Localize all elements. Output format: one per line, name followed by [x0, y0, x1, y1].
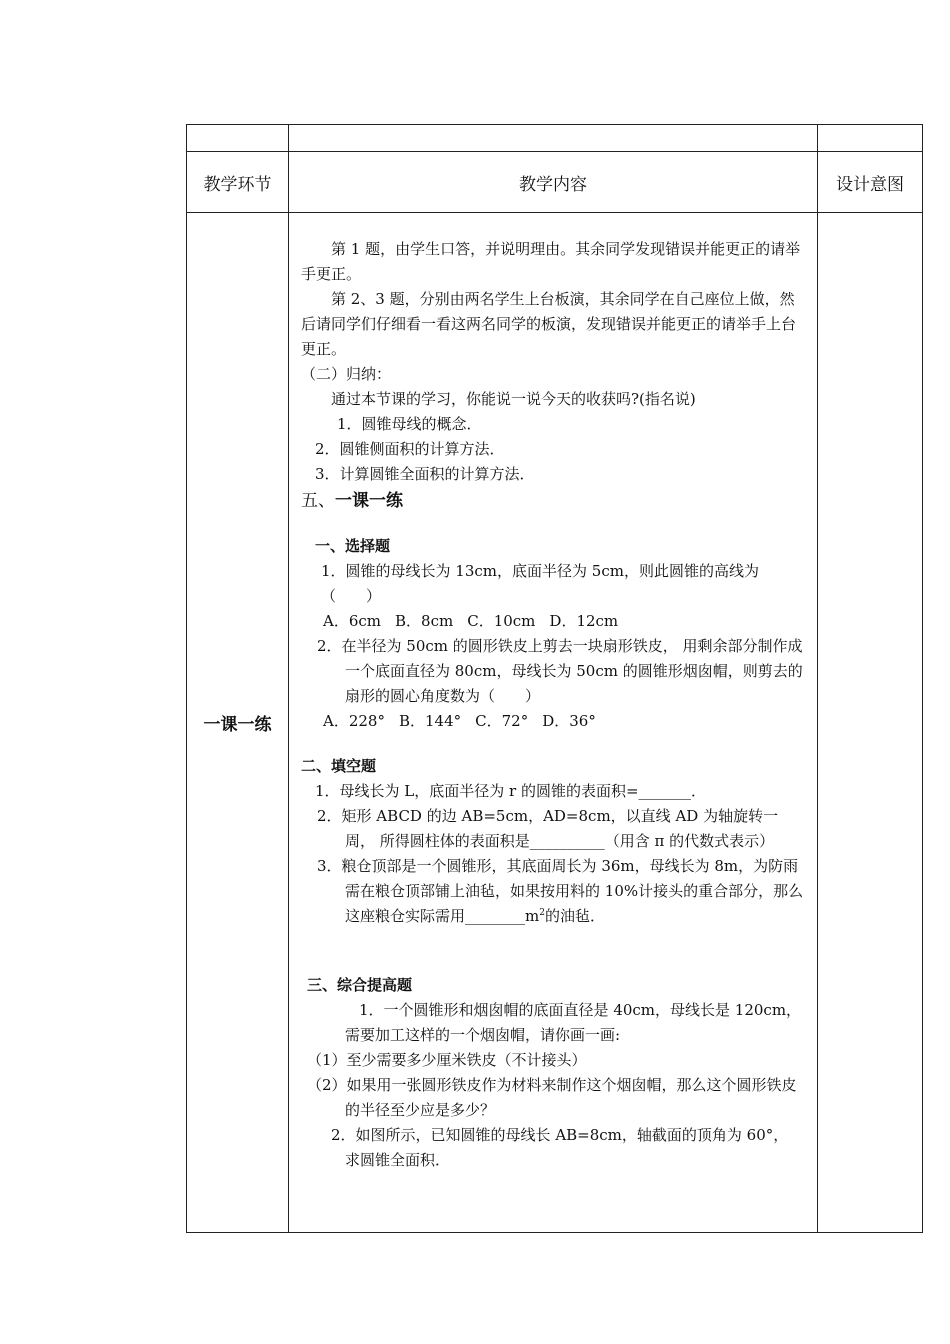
comprehensive-heading: 三、综合提高题	[307, 976, 413, 994]
choice-options-1	[301, 609, 807, 634]
intro-paragraph-1: 第 1 题，由学生口答，并说明理由。其余同学发现错误并能更正的请举手更正。	[301, 240, 801, 283]
summary-item: 1．圆锥母线的概念．	[337, 415, 482, 433]
option: C．72°	[475, 712, 529, 730]
intro-paragraph-2: 第 2、3 题，分别由两名学生上台板演，其余同学在自己座位上做，然后请同学们仔细看一看这两名同学的板演，发现错误并能更正的请举手上台更正。	[301, 290, 797, 358]
header-intent: 设计意图	[818, 152, 923, 213]
header-stage: 教学环节	[187, 152, 289, 213]
lesson-plan-table	[186, 124, 923, 1233]
blank-cell	[289, 125, 818, 152]
intent-cell	[818, 213, 923, 1233]
header-row	[187, 152, 923, 213]
blank-top-row	[187, 125, 923, 152]
content-cell	[289, 213, 818, 1233]
fill-question-2: 2．矩形 ABCD 的边 AB=5cm，AD=8cm，以直线 AD 为轴旋转一周， 所得圆柱体的表面积是__________（用含 π 的代数式表示）	[317, 807, 779, 850]
summary-title: （二）归纳：	[301, 365, 392, 383]
comprehensive-question-1a: （1）至少需要多少厘米铁皮（不计接头）	[307, 1051, 587, 1069]
section-five-name: 一课一练	[335, 491, 403, 511]
fill-question-1: 1．母线长为 L，底面半径为 r 的圆锥的表面积=_______．	[315, 782, 707, 800]
summary-item: 2．圆锥侧面积的计算方法．	[315, 440, 505, 458]
option: A．6cm	[323, 612, 382, 630]
lesson-row	[187, 213, 923, 1233]
comprehensive-question-1b: （2）如果用一张圆形铁皮作为材料来制作这个烟囱帽，那么这个圆形铁皮的半径至少应是多少？	[307, 1076, 797, 1119]
summary-item: 3．计算圆锥全面积的计算方法．	[315, 465, 535, 483]
comprehensive-question-1: 1．一个圆锥形和烟囱帽的底面直径是 40cm，母线长是 120cm， 需要加工这样的一个烟囱帽，请你画一画:	[345, 1001, 802, 1044]
option: D．36°	[542, 712, 596, 730]
option: C．10cm	[467, 612, 536, 630]
option: A．228°	[323, 712, 385, 730]
stage-label: 一课一练	[187, 213, 289, 1233]
choice-options-2	[301, 709, 807, 734]
fill-heading: 二、填空题	[301, 757, 377, 775]
choice-heading: 一、选择题	[315, 537, 391, 555]
option: B．144°	[398, 712, 462, 730]
summary-question: 通过本节课的学习，你能说一说今天的收获吗?(指名说)	[331, 390, 696, 408]
blank-cell	[187, 125, 289, 152]
superscript: 2	[539, 908, 545, 918]
option: D．12cm	[549, 612, 619, 630]
section-five-prefix: 五、	[301, 491, 335, 511]
option: B．8cm	[395, 612, 454, 630]
comprehensive-question-2: 2．如图所示，已知圆锥的母线长 AB=8cm，轴截面的顶角为 60°， 求圆锥全面积．	[331, 1126, 789, 1169]
fill-question-3-tail: 的油毡．	[544, 907, 605, 925]
fill-question-3-text: 3．粮仓顶部是一个圆锥形，其底面周长为 36m，母线长为 8m，为防雨需在粮仓顶部铺上油毡，如果按用料的 10%计接头的重合部分，那么这座粮仓实际需用________m	[317, 857, 804, 925]
header-content: 教学内容	[289, 152, 818, 213]
fill-question-3	[301, 854, 807, 929]
choice-question-2: 2．在半径为 50cm 的圆形铁皮上剪去一块扇形铁皮， 用剩余部分制作成一个底面直径为 80cm，母线长为 50cm 的圆锥形烟囱帽，则剪去的扇形的圆心角度数为（ ）	[317, 637, 803, 705]
choice-question-1: 1．圆锥的母线长为 13cm，底面半径为 5cm，则此圆锥的高线为（ ）	[321, 562, 759, 605]
section-five-title	[301, 489, 807, 514]
blank-cell	[818, 125, 923, 152]
